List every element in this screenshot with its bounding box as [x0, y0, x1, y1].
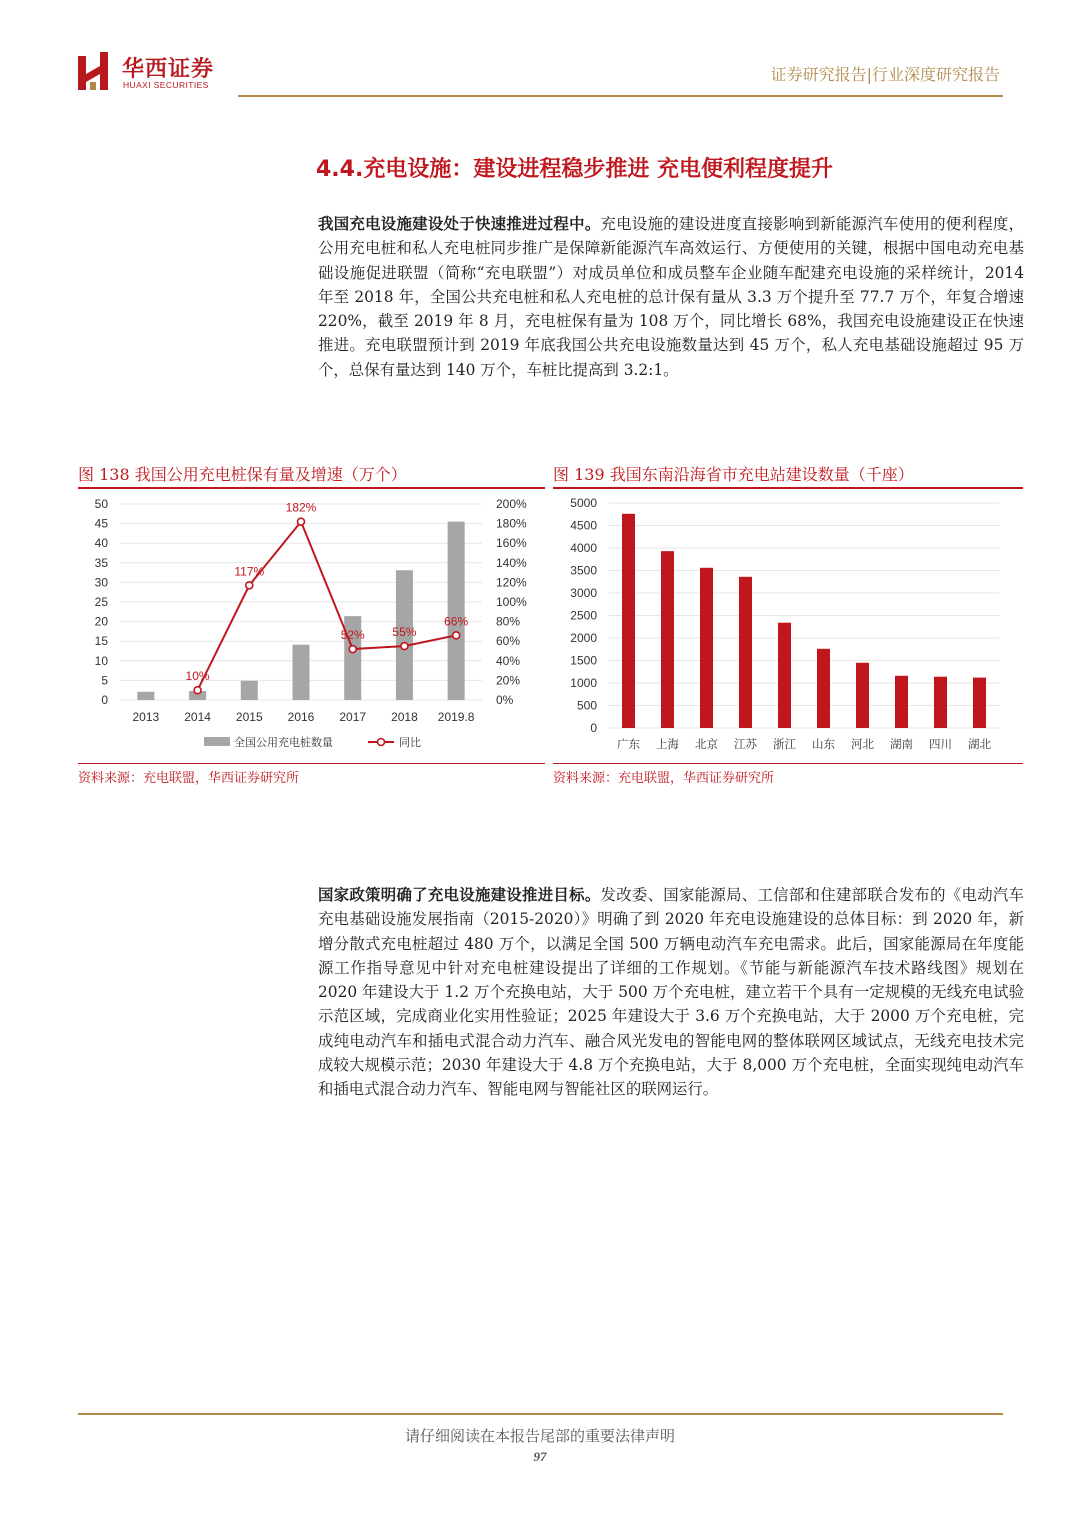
legal-disclaimer: 请仔细阅读在本报告尾部的重要法律声明 [404, 1427, 675, 1445]
bar [137, 692, 154, 700]
legend-line-label: 同比 [399, 737, 421, 749]
bar [934, 677, 947, 728]
huaxi-logo-icon [78, 52, 112, 92]
bar [241, 681, 258, 700]
y-left-tick-label: 35 [94, 555, 108, 570]
yoy-data-label: 52% [340, 628, 365, 643]
figure-138-source: 资料来源：充电联盟，华西证券研究所 [78, 771, 300, 786]
y-right-tick-label: 60% [496, 634, 521, 649]
legend-bar-label: 全国公用充电桩数量 [234, 737, 333, 749]
section-title: 4.4.充电设施：建设进程稳步推进 充电便利程度提升 [316, 157, 833, 182]
x-tick-label: 浙江 [773, 739, 796, 751]
y-right-tick-label: 80% [496, 614, 521, 629]
x-tick-label: 山东 [812, 739, 835, 751]
x-tick-label: 2015 [235, 710, 263, 724]
y-tick-label: 3000 [570, 586, 597, 600]
yoy-point [194, 687, 201, 694]
y-right-tick-label: 0% [496, 693, 514, 707]
report-type: 证券研究报告|行业深度研究报告 [770, 65, 1000, 84]
y-tick-label: 2000 [570, 631, 597, 645]
paragraph-body: 发改委、国家能源局、工信部和住建部联合发布的《电动汽车充电基础设施发展指南（2015-2020）》明确了到 2020 年充电设施建设的总体目标：到 2020 年，新增分散式充电桩超过 480 万个，以满足全国 500 万辆电动汽车充电需求。此后，国家能源局在年度能源工作指导意见中针对充电桩建设提出了详细的工作规划。《节能与新能源汽车技术路线图》规划在 2020 年建设大于 1.2 万个充换电站，大于 500 万个充电桩，建立若干个具有一定规模的无线充电试验示范区域，完成商业化实用性验证；2025 年建设大于 3.6 万个充换电站，大于 2000 万个充电桩，完成纯电动汽车和插电式混合动力汽车、融合风光发电的智能电网的整体联网区域试点，无线充电技术完成较大规模示范；2030 年建设大于 4.8 万个充换电站，大于 8,000 万个充电桩，全面实现纯电动汽车和插电式混合动力汽车、智能电网与智能社区的联网运行。 [318, 886, 1024, 1099]
x-tick-label: 2019.8 [437, 710, 475, 724]
x-tick-label: 湖北 [968, 739, 991, 751]
figure-138-source-rule [78, 763, 545, 764]
y-right-tick-label: 120% [496, 575, 527, 590]
x-tick-label: 2014 [184, 710, 211, 724]
y-right-tick-label: 40% [496, 653, 521, 668]
y-left-tick-label: 20 [94, 614, 108, 629]
y-left-tick-label: 5 [101, 673, 108, 688]
y-right-tick-label: 160% [496, 536, 527, 551]
y-right-tick-label: 100% [496, 595, 527, 609]
x-tick-label: 2013 [132, 710, 160, 724]
y-tick-label: 1000 [570, 676, 597, 690]
yoy-point [401, 643, 408, 650]
y-right-tick-label: 20% [496, 673, 521, 688]
yoy-point [246, 582, 253, 589]
chart-public-charging-piles [78, 490, 545, 762]
y-tick-label: 3500 [570, 563, 597, 578]
figure-139-title: 图 139 我国东南沿海省市充电站建设数量（千座） [553, 465, 914, 484]
y-tick-label: 500 [576, 698, 597, 713]
bar [817, 649, 830, 728]
y-tick-label: 1500 [570, 653, 597, 668]
chart-coastal-charging-stations [553, 490, 1023, 762]
bar [895, 676, 908, 728]
figure-138-title-rule [78, 487, 545, 489]
paragraph-charging-progress [318, 212, 1024, 382]
y-right-tick-label: 140% [496, 555, 527, 570]
paragraph-lead: 我国充电设施建设处于快速推进过程中。 [318, 215, 601, 233]
bar [293, 645, 310, 700]
y-right-tick-label: 200% [496, 497, 527, 511]
x-tick-label: 2017 [339, 710, 367, 724]
legend-bar-swatch [204, 737, 230, 746]
yoy-line [198, 522, 457, 691]
x-tick-label: 2016 [287, 710, 315, 724]
y-tick-label: 4500 [570, 518, 597, 533]
legend-line-marker [378, 739, 385, 746]
y-left-tick-label: 10 [94, 653, 108, 668]
yoy-data-label: 117% [234, 564, 265, 579]
x-tick-label: 上海 [656, 739, 679, 751]
bar [778, 623, 791, 728]
figure-138-title: 图 138 我国公用充电桩保有量及增速（万个） [78, 465, 407, 484]
bar [739, 577, 752, 728]
y-tick-label: 0 [590, 721, 597, 735]
y-left-tick-label: 15 [94, 634, 108, 649]
figure-139-title-rule [553, 487, 1023, 489]
y-tick-label: 2500 [570, 608, 597, 623]
logo-english-name: HUAXI SECURITIES [123, 80, 209, 90]
yoy-data-label: 10% [185, 669, 210, 684]
page-number: 97 [533, 1449, 547, 1464]
x-tick-label: 2018 [391, 710, 418, 724]
yoy-data-label: 182% [285, 500, 317, 515]
bar [856, 663, 869, 728]
yoy-point [298, 518, 305, 525]
y-tick-label: 5000 [570, 496, 597, 510]
x-tick-label: 广东 [617, 739, 640, 751]
y-left-tick-label: 40 [94, 536, 108, 551]
paragraph-policy-targets [318, 883, 1024, 1102]
logo-chinese-name: 华西证券 [122, 56, 215, 82]
paragraph-lead: 国家政策明确了充电设施建设推进目标。 [318, 886, 601, 904]
figure-139-source: 资料来源：充电联盟，华西证券研究所 [553, 771, 775, 786]
y-left-tick-label: 50 [94, 497, 108, 511]
yoy-point [453, 632, 460, 639]
yoy-data-label: 55% [392, 625, 417, 640]
bar [622, 514, 635, 728]
x-tick-label: 河北 [851, 739, 874, 751]
bar [448, 522, 465, 700]
bar [973, 678, 986, 728]
y-left-tick-label: 45 [94, 516, 108, 531]
y-left-tick-label: 30 [94, 575, 108, 590]
paragraph-body: 充电设施的建设进度直接影响到新能源汽车使用的便利程度，公用充电桩和私人充电桩同步推广是保障新能源汽车高效运行、方便使用的关键，根据中国电动充电基础设施促进联盟（简称“充电联盟”）对成员单位和成员整车企业随车配建充电设施的采样统计，2014 年至 2018 年，全国公共充电桩和私人充电桩的总计保有量从 3.3 万个提升至 77.7 万个，年复合增速 220%，截至 2019 年 8 月，充电桩保有量为 108 万个，同比增长 68%，我国充电设施建设正在快速推进。充电联盟预计到 2019 年底我国公共充电设施数量达到 45 万个，私人充电基础设施超过 95 万个，总保有量达到 140 万个，车桩比提高到 3.2:1。 [318, 215, 1024, 379]
header-divider [238, 95, 1003, 97]
y-right-tick-label: 180% [496, 516, 527, 531]
figure-139-source-rule [553, 763, 1023, 764]
bar [661, 551, 674, 728]
footer-divider [78, 1413, 1003, 1415]
yoy-point [349, 646, 356, 653]
y-left-tick-label: 25 [94, 595, 108, 609]
yoy-data-label: 66% [444, 614, 469, 629]
x-tick-label: 北京 [695, 739, 718, 751]
x-tick-label: 四川 [929, 739, 952, 751]
bar [700, 568, 713, 728]
x-tick-label: 湖南 [890, 739, 913, 751]
y-tick-label: 4000 [570, 541, 597, 555]
x-tick-label: 江苏 [734, 739, 757, 751]
y-left-tick-label: 0 [101, 693, 108, 707]
